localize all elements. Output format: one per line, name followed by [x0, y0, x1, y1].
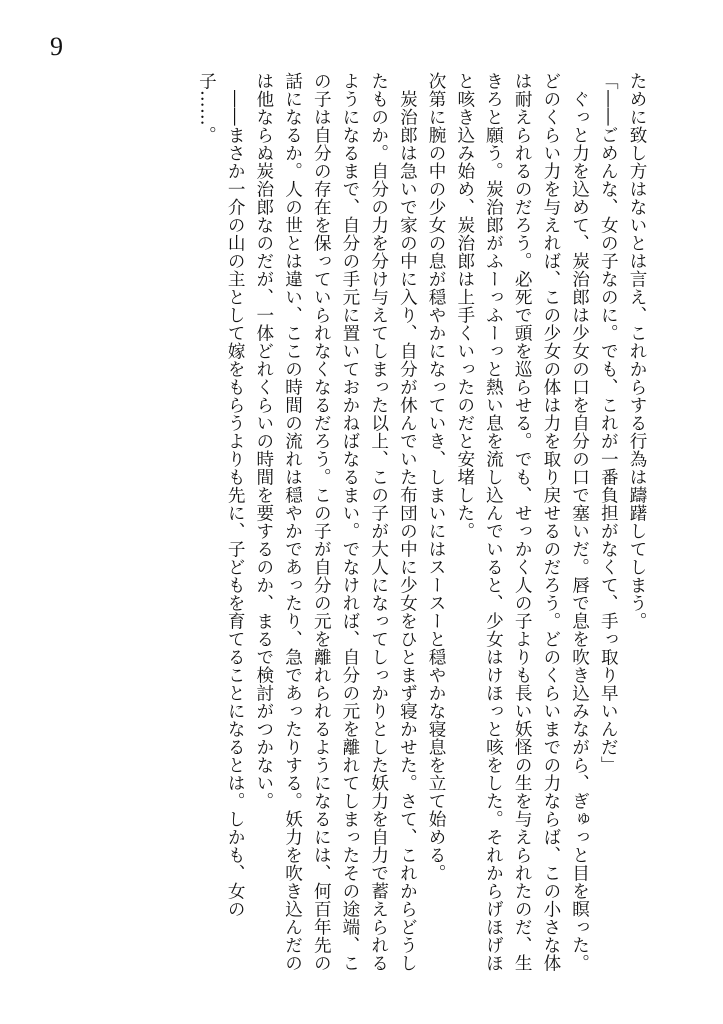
paragraph: 次第に腕の中の少女の息が穏やかになっていき、しまいにはスースーと穏やかな寝息を立て始める。 — [426, 72, 447, 882]
paragraph: 「――ごめんな、女の子なのに。でも、これが一番負担がなくて、手っ取り早いんだ」 — [598, 72, 619, 774]
paragraph: ために致し方はないとは言え、これからする行為は躊躇してしまう。 — [627, 72, 647, 630]
page-number: 9 — [50, 32, 63, 61]
paragraph: ぐっと力を込めて、炭治郎は少女の口を自分の口で塞いだ。唇で息を吹き込みながら、ぎゅっと目を瞑った。どのくらい力を与えれば、この少女の体は力を取り戻せるのだろう。どのくらいまでの力ならば、この小さな体は耐えられるのだろう。必死で頭を巡らせる。でも、せっかく人の子よりも長い妖怪の生を与えられたのだ、生きろと願う。炭治郎がふーっふーっと熱い息を流し込んでいると、少女はけほっと咳をした。それからげほげほと咳き込み始め、炭治郎は上手くいったのだと安堵した。 — [454, 72, 590, 972]
paragraph: ――まさか一介の山の主として嫁をもらうよりも先に、子どもを育てることになるとは。しかも、女の子……。 — [196, 72, 246, 918]
paragraph: 炭治郎は急いで家の中に入り、自分が休んでいた布団の中に少女をひとまず寝かせた。さて、これからどうしたものか。自分の力を分け与えてしまった以上、この子が大人になってしっかりとした妖力を自力で蓄えられるようになるまで、自分の手元に置いておかねばなるまい。でなければ、自分の元を離れてしまったその途端、この子は自分の存在を保っていられなくなるだろう。この子が自分の元を離れられるようになるには、何百年先の話になるか。人の世とは違い、ここの時間の流れは穏やかであったり、急であったりする。妖力を吹き込んだのは他ならぬ炭治郎なのだが、一体どれくらいの時間を要するのか、まるで検討がつかない。 — [253, 72, 418, 972]
body-text — [86, 72, 651, 977]
